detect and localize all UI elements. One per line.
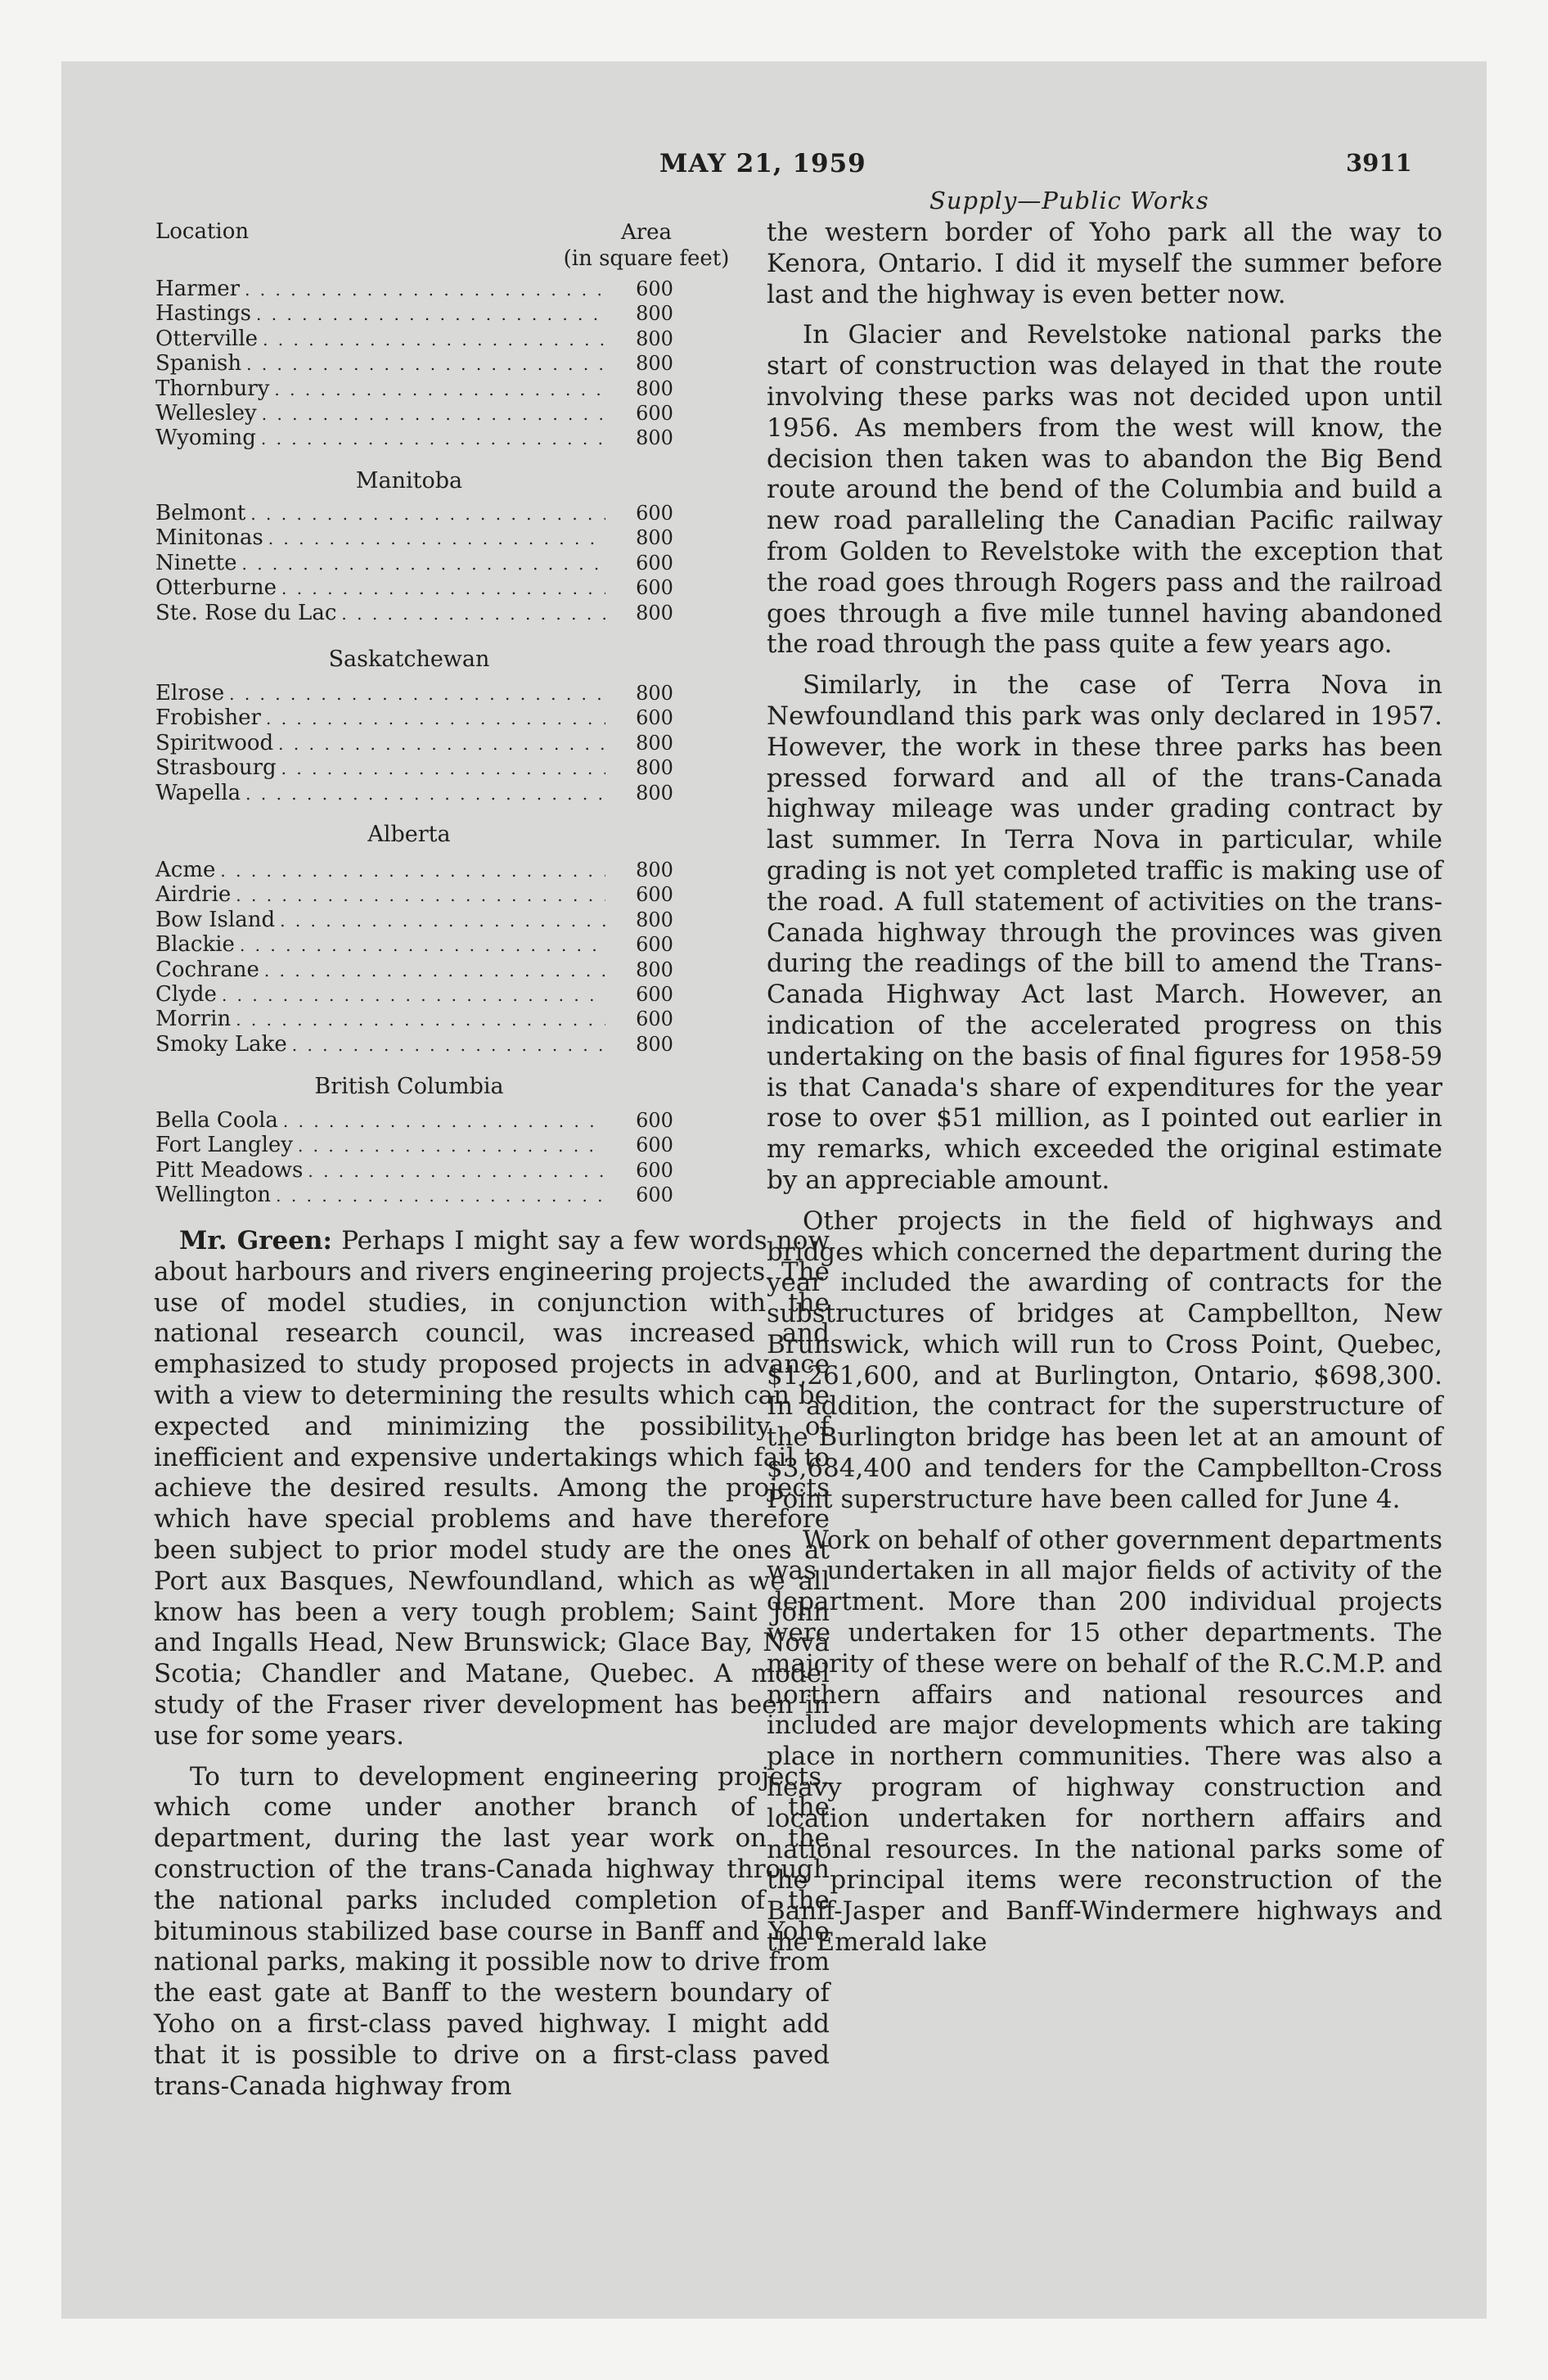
location-name: Wellesley — [155, 400, 257, 426]
area-value: 800 — [636, 601, 673, 624]
location-name: Frobisher — [155, 705, 261, 731]
location-name: Otterville — [155, 326, 259, 351]
table-row — [155, 301, 745, 326]
area-value: 600 — [636, 706, 673, 730]
area-value: 800 — [636, 958, 673, 981]
table-row — [155, 781, 745, 805]
table-header-area-title: Area — [620, 220, 673, 245]
location-name: Ninette — [155, 550, 237, 575]
area-value: 600 — [636, 277, 673, 300]
table-row — [155, 958, 745, 982]
location-name: Bow Island — [155, 907, 276, 932]
location-name: Minitonas — [155, 525, 263, 551]
dot-leader — [220, 861, 605, 881]
location-name: Bella Coola — [155, 1108, 278, 1133]
table-group-alberta — [155, 858, 745, 1057]
location-name: Strasbourg — [155, 755, 277, 781]
area-value: 600 — [636, 401, 673, 425]
dot-leader — [268, 529, 605, 548]
dot-leader — [276, 1186, 605, 1206]
location-name: Blackie — [155, 932, 235, 958]
area-value: 600 — [636, 576, 673, 600]
area-value: 600 — [636, 551, 673, 575]
area-value: 800 — [636, 376, 673, 400]
dot-leader — [240, 935, 605, 955]
dot-leader — [266, 709, 605, 728]
dot-leader — [236, 1010, 605, 1030]
area-value: 600 — [636, 502, 673, 525]
location-name: Harmer — [155, 277, 241, 301]
table-row — [155, 426, 745, 450]
table-row — [155, 1183, 745, 1207]
table-row — [155, 705, 745, 730]
area-value: 800 — [636, 731, 673, 755]
dot-leader — [261, 429, 605, 449]
table-row — [155, 501, 745, 525]
location-name: Elrose — [155, 681, 225, 705]
location-name: Pitt Meadows — [155, 1157, 304, 1183]
paragraph-text: Perhaps I might say a few words now about harbours and rivers engineering projects. The use of model studies, in conjunction with the national research council, was increased and emphasized to study proposed projects in advance with a view to determining the results which can be expected and minimizing the possibility of inefficient and expensive undertakings which fail to achieve the desired results. Among the projects which have special problems and have therefore been subject to prior model study are the ones at Port aux Basques, Newfoundland, which as we all know has been a very tough problem; Saint John and Ingalls Head, New Brunswick; Glace Bay, Nova Scotia; Chandler and Matane, Quebec. A model study of the Fraser river development has been in use for some years. — [154, 1226, 830, 1751]
area-value: 600 — [636, 883, 673, 907]
paragraph: Work on behalf of other government departments was undertaken in all major fields of activity of the department. More than 200 individual projects were undertaken for 15 other departments. The majority of these were on behalf of the R.C.M.P. and northern affairs and national resources and included are major developments which are taking place in northern communities. There was also a heavy program of highway construction and location undertaken for northern affairs and national resources. In the national parks some of the principal items were reconstruction of the Banff-Jasper and Banff-Windermere highways and the Emerald lake — [767, 1525, 1442, 1958]
dot-leader — [308, 1161, 605, 1181]
table-row — [155, 525, 745, 550]
table-header-location: Location — [155, 219, 250, 244]
location-name: Clyde — [155, 981, 217, 1007]
table-row — [155, 1007, 745, 1031]
area-value: 600 — [636, 1158, 673, 1182]
table-row — [155, 601, 745, 625]
table-row — [155, 376, 745, 401]
dot-leader — [281, 579, 605, 598]
table-row — [155, 882, 745, 907]
location-name: Otterburne — [155, 575, 277, 601]
location-name: Cochrane — [155, 957, 259, 982]
area-value: 800 — [636, 426, 673, 450]
table-row — [155, 401, 745, 426]
dot-leader — [222, 985, 605, 1005]
dot-leader — [250, 504, 605, 524]
table-row — [155, 351, 745, 376]
location-name: Belmont — [155, 501, 246, 525]
table-row — [155, 932, 745, 957]
province-heading-saskatchewan: Saskatchewan — [328, 647, 490, 672]
header-date: MAY 21, 1959 — [659, 149, 866, 178]
running-head: Supply—Public Works — [929, 187, 1209, 214]
table-group-saskatchewan — [155, 681, 745, 805]
area-value: 600 — [636, 933, 673, 957]
dot-leader — [292, 1035, 605, 1055]
dot-leader — [341, 604, 605, 624]
table-header-area-unit: (in square feet) — [563, 246, 730, 271]
paragraph: Other projects in the field of highways and bridges which concerned the department during the year included the awarding of contracts for the substructures of bridges at Campbellton, New Brunswick, which will run to Cross Point, Quebec, $1,261,600, and at Burlington, Ontario, $698,300. In addition, the contract for the superstructure of the Burlington bridge has been let at an amount of $3,684,400 and tenders for the Campbellton-Cross Point superstructure have been called for June 4. — [767, 1206, 1442, 1514]
area-value: 600 — [636, 982, 673, 1006]
province-heading-british-columbia: British Columbia — [314, 1074, 504, 1099]
area-value: 800 — [636, 352, 673, 376]
dot-leader — [298, 1136, 605, 1156]
table-row — [155, 755, 745, 780]
table-header-area — [548, 219, 745, 272]
table-group-british-columbia — [155, 1108, 745, 1208]
left-column-text — [154, 1226, 830, 2112]
dot-leader — [263, 330, 605, 349]
location-name: Acme — [155, 858, 216, 882]
location-name: Wyoming — [155, 426, 256, 451]
location-name: Thornbury — [155, 376, 270, 401]
table-row — [155, 982, 745, 1007]
area-value: 600 — [636, 1007, 673, 1031]
location-name: Wapella — [155, 780, 241, 805]
location-name: Smoky Lake — [155, 1031, 287, 1057]
table-row — [155, 1133, 745, 1157]
area-value: 600 — [636, 1109, 673, 1132]
table-row — [155, 1158, 745, 1183]
area-value: 800 — [636, 859, 673, 881]
location-name: Spanish — [155, 351, 242, 376]
area-value: 800 — [636, 302, 673, 326]
speaker-name: Mr. Green: — [179, 1226, 332, 1255]
province-heading-alberta: Alberta — [367, 822, 451, 847]
area-value: 800 — [636, 908, 673, 931]
area-value: 800 — [636, 781, 673, 805]
right-column-text — [767, 218, 1442, 1968]
area-value: 800 — [636, 327, 673, 350]
dot-leader — [246, 354, 605, 374]
province-heading-manitoba: Manitoba — [355, 468, 463, 494]
area-value: 800 — [636, 1032, 673, 1056]
dot-leader — [256, 304, 605, 324]
dot-leader — [264, 961, 605, 980]
dot-leader — [278, 734, 605, 754]
table-row — [155, 1108, 745, 1133]
paragraph: In Glacier and Revelstoke national parks the start of construction was delayed in that the route involving these parks was not decided upon until 1956. As members from the west will know, the decision then taken was to abandon the Big Bend route around the bend of the Columbia and build a new road paralleling the Canadian Pacific railway from Golden to Revelstoke with the exception that the road goes through Rogers pass and the railroad goes through a five mile tunnel having abandoned the road through the pass quite a few years ago. — [767, 320, 1442, 660]
page-number: 3911 — [1346, 149, 1412, 177]
location-name: Spiritwood — [155, 730, 274, 755]
dot-leader — [283, 1111, 605, 1131]
paragraph — [154, 1226, 830, 1752]
dot-leader — [262, 404, 605, 424]
table-row — [155, 1032, 745, 1057]
paragraph: Similarly, in the case of Terra Nova in Newfoundland this park was only declared in 1957. However, the work in these three parks has been pressed forward and all of the trans-Canada highway mileage was under grading contract by last summer. In Terra Nova in particular, while grading is not yet completed traffic is making use of the road. A full statement of activities on the trans-Canada highway through the provinces was given during the readings of the bill to amend the Trans-Canada Highway Act last March. However, an indication of the accelerated progress on this undertaking on the basis of final figures for 1958-59 is that Canada's share of expenditures for the year rose to over $51 million, as I pointed out earlier in my remarks, which exceeded the original estimate by an appreciable amount. — [767, 670, 1442, 1195]
paragraph: the western border of Yoho park all the way to Kenora, Ontario. I did it myself the summer before last and the highway is even better now. — [767, 218, 1442, 309]
paragraph: To turn to development engineering projects, which come under another branch of the department, during the last year work on the construction of the trans-Canada highway through the national parks included completion of the bituminous stabilized base course in Banff and Yoho national parks, making it possible now to drive from the east gate at Banff to the western boundary of Yoho on a first-class paved highway. I might add that it is possible to drive on a first-class paved trans-Canada highway from — [154, 1761, 830, 2101]
table-group-manitoba — [155, 501, 745, 625]
location-name: Airdrie — [155, 882, 232, 908]
area-value: 600 — [636, 1183, 673, 1207]
area-value: 800 — [636, 756, 673, 780]
area-value: 600 — [636, 1134, 673, 1157]
dot-leader — [281, 759, 605, 778]
dot-leader — [229, 684, 605, 704]
table-group-ontario — [155, 277, 745, 451]
location-name: Hastings — [155, 301, 252, 327]
dot-leader — [236, 886, 605, 905]
dot-leader — [245, 784, 605, 804]
dot-leader — [245, 280, 605, 300]
location-name: Fort Langley — [155, 1133, 293, 1158]
table-row — [155, 731, 745, 755]
table-row — [155, 858, 745, 882]
area-value: 800 — [636, 526, 673, 550]
table-row — [155, 681, 745, 705]
table-row — [155, 575, 745, 600]
location-name: Ste. Rose du Lac — [155, 600, 337, 625]
table-row — [155, 277, 745, 301]
table-row — [155, 327, 745, 351]
location-name: Morrin — [155, 1007, 232, 1032]
dot-leader — [241, 554, 605, 574]
dot-leader — [274, 380, 605, 399]
dot-leader — [280, 911, 605, 931]
table-row — [155, 908, 745, 932]
table-row — [155, 551, 745, 575]
location-name: Wellington — [155, 1183, 272, 1208]
area-value: 800 — [636, 682, 673, 705]
